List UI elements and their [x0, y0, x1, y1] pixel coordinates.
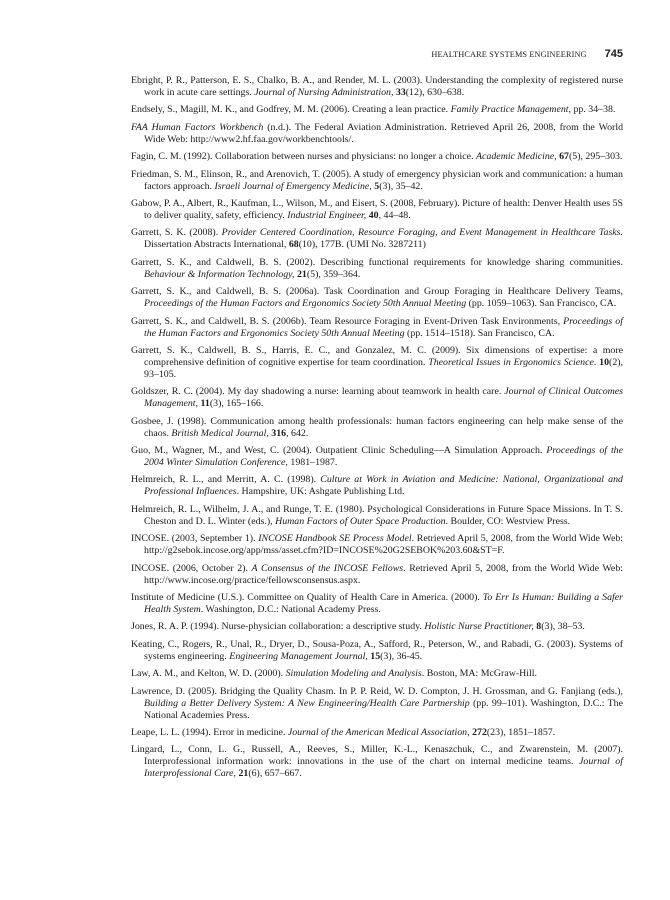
reference-volume: 8 — [536, 621, 542, 633]
reference-volume: 316 — [271, 427, 287, 439]
reference-title-italic: Academic Medicine, — [476, 151, 557, 163]
reference-title-italic: Proceedings of the Human Factors and Ergonomics Society 50th Annual Meeting — [144, 298, 467, 310]
reference-text: Helmreich, R. L., Wilhelm, J. A., and Runge, T. E. (1980). Psychological Considerations in Future Space Missions. In T. S. Cheston and D. L. Winter (eds.), — [131, 503, 623, 527]
reference-text: (n.d.). The Federal Aviation Administration. Retrieved April 26, 2008, from the World Wide Web: http://www2.hf.faa.gov/workbenchtools/. — [144, 121, 624, 145]
reference-text: (pp. 1059–1063). San Francisco, CA. — [466, 298, 617, 310]
reference-text: , 642. — [286, 427, 309, 439]
reference-title-italic: British Medical Journal, — [171, 427, 269, 439]
reference-title-italic: Israeli Journal of Emergency Medicine, — [214, 180, 372, 192]
reference-entry — [131, 386, 623, 410]
reference-entry — [131, 169, 623, 193]
reference-entry — [131, 686, 623, 722]
reference-entry — [131, 104, 623, 116]
reference-title-italic: Engineering Management Journal, — [229, 650, 368, 662]
reference-entry — [131, 744, 623, 780]
reference-entry — [131, 286, 623, 310]
reference-entry — [131, 445, 623, 469]
reference-entry — [131, 563, 623, 587]
reference-title-italic: Journal of Clinical Outcomes Management, — [144, 386, 623, 410]
reference-text: Keating, C., Rogers, R., Unal, R., Dryer, D., Sousa-Poza, A., Safford, R., Peterson, W., and Rabadi, G. (2003). Systems of systems engineering. — [131, 638, 623, 662]
reference-text: Garrett, S. K., and Caldwell, B. S. (2006a). Task Coordination and Group Foraging in Healthcare Delivery Teams, — [131, 286, 623, 298]
reference-volume: 5 — [374, 180, 380, 192]
reference-volume: 272 — [472, 726, 487, 738]
reference-text: . Retrieved April 5, 2008, from the World Wide Web: http://g2sebok.incose.org/app/mss/asset.cfm?ID=INCOSE%20G2SEBOK%203.60&ST=F. — [144, 533, 624, 557]
reference-volume: 67 — [559, 151, 569, 163]
reference-volume: 21 — [238, 768, 249, 780]
reference-entry — [131, 151, 623, 163]
reference-text: (pp. 1514–1518). San Francisco, CA. — [404, 327, 555, 339]
running-header — [131, 45, 623, 63]
reference-text: . Washington, D.C.: National Academy Press. — [200, 604, 381, 616]
reference-text: . — [593, 356, 600, 368]
reference-text: Goldszer, R. C. (2004). My day shadowing a nurse: learning about teamwork in health care. — [131, 386, 505, 398]
reference-text: (5), 295–303. — [568, 151, 623, 163]
reference-entry — [131, 198, 623, 222]
page-number: 745 — [604, 48, 623, 61]
reference-text: (3), 35–42. — [379, 180, 423, 192]
reference-text: Garrett, S. K. (2008). — [131, 227, 222, 239]
reference-title-italic: Journal of Nursing Administration, — [254, 87, 394, 98]
reference-entry — [131, 504, 623, 528]
reference-text: Dissertation Abstracts International, — [144, 239, 289, 251]
reference-text: Garrett, S. K., and Caldwell, B. S. (2006b). Team Resource Foraging in Event-Driven Task Environments, — [131, 315, 564, 327]
reference-volume: 10 — [599, 356, 610, 368]
reference-title-italic: Proceedings of the 2004 Winter Simulation Conference, — [144, 445, 624, 469]
reference-text: Garrett, S. K., and Caldwell, B. S. (2002). Describing functional requirements for knowledge sharing communities. — [131, 256, 623, 268]
reference-text: 1981–1987. — [287, 457, 338, 469]
reference-title-italic: Theoretical Issues in Ergonomics Science — [428, 356, 594, 368]
reference-text: (12), 630–638. — [405, 87, 465, 98]
reference-title-italic: Proceedings of the Human Factors and Ergonomics Society 50th Annual Meeting — [144, 315, 623, 339]
reference-entry — [131, 75, 623, 99]
reference-entry — [131, 227, 623, 251]
reference-text: (3), 36-45. — [380, 650, 423, 662]
reference-text: . Boston, MA: McGraw-Hill. — [421, 668, 537, 680]
reference-entry — [131, 257, 623, 281]
reference-text: (10), 177B. (UMI No. 3287211) — [298, 239, 426, 251]
reference-list — [131, 75, 623, 786]
reference-text: Gabow, P. A., Albert, R., Kaufman, L., Wilson, M., and Eisert, S. (2008, February). Picture of health: Denver Health uses 5S to deliver quality, safety, efficiency. — [131, 197, 623, 221]
reference-entry — [131, 592, 623, 616]
reference-volume: 68 — [288, 239, 299, 251]
reference-text: Ebright, P. R., Patterson, E. S., Chalko, B. A., and Render, M. L. (2003). Understanding the complexity of registered nurse work in acute care settings. — [131, 75, 623, 98]
reference-text: (3), 38–53. — [541, 621, 585, 633]
reference-text: Guo, M., Wagner, M., and West, C. (2004). Outpatient Clinic Scheduling—A Simulation Approach. — [131, 445, 547, 457]
reference-text: . Hampshire, UK: Ashgate Publishing Ltd. — [236, 486, 405, 498]
reference-text: , 44–48. — [378, 209, 411, 221]
reference-title-italic: FAA Human Factors Workbench — [131, 121, 264, 133]
reference-title-italic: INCOSE Handbook SE Process Model — [258, 533, 412, 545]
reference-text: Lingard, L., Conn, L. G., Russell, A., Reeves, S., Miller, K.-L., Kenaszchuk, C., and Zwarenstein, M. (2007). Interprofessional information work: innovations in the use of the chart on internal medicine teams. — [131, 744, 623, 768]
reference-text: (2), 93–105. — [144, 356, 624, 380]
reference-text: Institute of Medicine (U.S.). Committee on Quality of Health Care in America. (2000). — [131, 592, 483, 604]
reference-text: Garrett, S. K., Caldwell, B. S., Harris, E. C., and Gonzalez, M. C. (2009). Six dimensions of expertise: a more comprehensive definition of cognitive expertise for team coordination. — [131, 344, 623, 368]
reference-entry — [131, 345, 623, 381]
reference-text: Jones, R. A. P. (1994). Nurse-physician collaboration: a descriptive study. — [131, 621, 425, 633]
reference-text: Leape, L. L. (1994). Error in medicine. — [131, 726, 288, 738]
reference-title-italic: Provider Centered Coordination, Resource Foraging, and Event Management in Healthcare Tasks. — [221, 227, 623, 239]
reference-text: . Boulder, CO: Westview Press. — [445, 515, 571, 527]
reference-title-italic: Human Factors of Outer Space Production — [275, 515, 446, 527]
reference-text: Lawrence, D. (2005). Bridging the Quality Chasm. In P. P. Reid, W. D. Compton, J. H. Grossman, and G. Fanjiang (eds.), — [131, 685, 623, 697]
reference-title-italic: Family Practice Management — [450, 104, 569, 116]
reference-text: (pp. 99–101). Washington, D.C.: The National Academies Press. — [144, 697, 623, 721]
reference-text: (23), 1851–1857. — [486, 726, 556, 738]
reference-text: Law, A. M., and Kelton, W. D. (2000). — [131, 668, 286, 680]
reference-volume: 11 — [200, 398, 210, 410]
reference-title-italic: Behaviour & Information Technology, — [144, 268, 295, 280]
reference-text: Gosbee, J. (1998). Communication among health professionals: human factors engineering can help make sense of the chaos. — [131, 415, 623, 439]
reference-volume: 33 — [395, 87, 406, 98]
reference-volume: 21 — [296, 268, 307, 280]
reference-text: Friedman, S. M., Elinson, R., and Arenovich, T. (2005). A study of emergency physician work and communication: a human factors approach. — [131, 168, 623, 192]
reference-text: (6), 657–667. — [248, 768, 302, 780]
reference-title-italic: Culture at Work in Aviation and Medicine: National, Organizational and Professional Influences — [144, 474, 623, 498]
reference-volume: 15 — [370, 650, 381, 662]
reference-text: Helmreich, R. L., and Merritt, A. C. (1998). — [131, 474, 321, 486]
reference-title-italic: Building a Better Delivery System: A New Engineering/Health Care Partnership — [144, 697, 470, 709]
reference-text: INCOSE. (2003, September 1). — [131, 533, 259, 545]
reference-text: Fagin, C. M. (1992). Collaboration between nurses and physicians: no longer a choice. — [131, 151, 477, 163]
reference-entry — [131, 727, 623, 739]
reference-text: , pp. 34–38. — [568, 104, 616, 116]
reference-text: Endsely, S., Magill, M. K., and Godfrey, M. M. (2006). Creating a lean practice. — [131, 104, 451, 116]
reference-title-italic: Simulation Modeling and Analysis — [285, 668, 422, 680]
reference-title-italic: To Err Is Human: Building a Safer Health System — [144, 592, 624, 616]
reference-title-italic: Industrial Engineer, — [287, 209, 367, 221]
reference-volume: 40 — [368, 209, 379, 221]
reference-entry — [131, 122, 623, 146]
reference-title-italic: A Consensus of the INCOSE Fellows — [251, 562, 404, 574]
reference-entry — [131, 474, 623, 498]
reference-entry — [131, 668, 623, 680]
reference-text: INCOSE. (2006, October 2). — [131, 562, 252, 574]
reference-text: (5), 359–364. — [306, 268, 361, 280]
reference-title-italic: Journal of Interprofessional Care, — [144, 756, 623, 780]
reference-entry — [131, 416, 623, 440]
reference-title-italic: Journal of the American Medical Association, — [287, 726, 470, 738]
reference-text: . Retrieved April 5, 2008, from the World Wide Web: http://www.incose.org/practice/fellowsconsensus.aspx. — [144, 562, 623, 586]
running-title: HEALTHCARE SYSTEMS ENGINEERING — [431, 49, 587, 59]
reference-entry — [131, 639, 623, 663]
reference-title-italic: Holistic Nurse Practitioner, — [424, 621, 534, 633]
reference-text: (3), 165–166. — [209, 398, 264, 410]
reference-entry — [131, 533, 623, 557]
reference-entry — [131, 316, 623, 340]
reference-entry — [131, 621, 623, 633]
